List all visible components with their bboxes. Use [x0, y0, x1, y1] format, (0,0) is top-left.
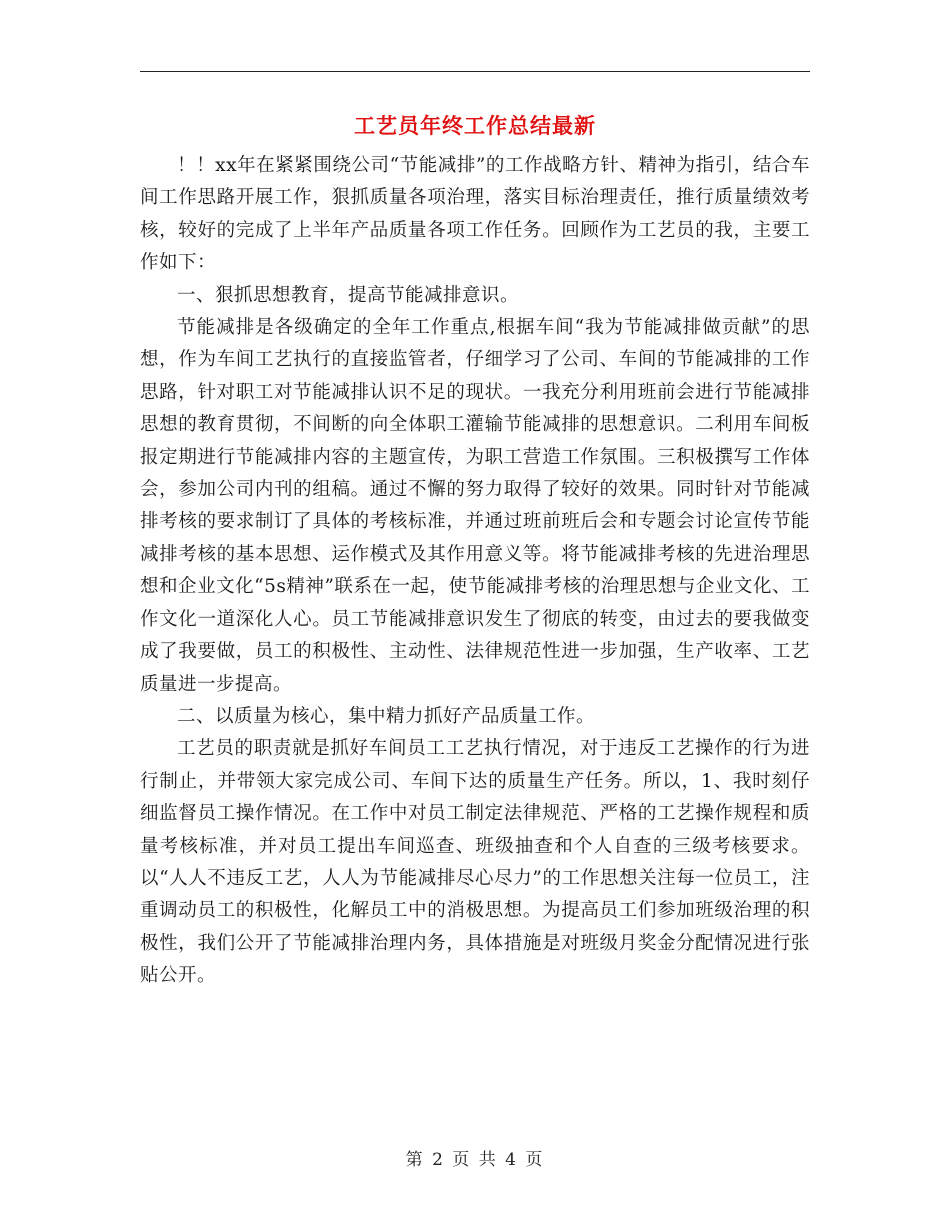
paragraph-intro: ！！xx年在紧紧围绕公司“节能减排”的工作战略方针、精神为指引，结合车间工作思路开展工作，狠抓质量各项治理，落实目标治理责任，推行质量绩效考核，较好的完成了上半年产品质量各项工作任务。回顾作为工艺员的我，主要工作如下：	[140, 155, 810, 274]
document-title: 工艺员年终工作总结最新	[354, 114, 596, 138]
paragraph-section-2: 工艺员的职责就是抓好车间员工工艺执行情况，对于违反工艺操作的行为进行制止，并带领大家完成公司、车间下达的质量生产任务。所以，1、我时刻仔细监督员工操作情况。在工作中对员工制定法律规范、严格的工艺操作规程和质量考核标准，并对员工提出车间巡查、班级抽查和个人自查的三级考核要求。以“人人不违反工艺，人人为节能减排尽心尽力”的工作思想关注每一位员工，注重调动员工的积极性，化解员工中的消极思想。为提高员工们参加班级治理的积极性，我们公开了节能减排治理内务，具体措施是对班级月奖金分配情况进行张贴公开。	[140, 738, 810, 987]
page-number-footer: 第 2 页 共 4 页	[405, 1150, 545, 1170]
paragraph-section-1: 节能减排是各级确定的全年工作重点,根据车间“我为节能减排做贡献”的思想，作为车间工艺执行的直接监管者，仔细学习了公司、车间的节能减排的工作思路，针对职工对节能减排认识不足的现状。一我充分利用班前会进行节能减排思想的教育贯彻，不间断的向全体职工灌输节能减排的思想意识。二利用车间板报定期进行节能减排内容的主题宣传，为职工营造工作氛围。三积极撰写工作体会，参加公司内刊的组稿。通过不懈的努力取得了较好的效果。同时针对节能减排考核的要求制订了具体的考核标准，并通过班前班后会和专题会讨论宣传节能减排考核的基本思想、运作模式及其作用意义等。将节能减排考核的先进治理思想和企业文化“5s精神”联系在一起，使节能减排考核的治理思想与企业文化、工作文化一道深化人心。员工节能减排意识发生了彻底的转变，由过去的要我做变成了我要做，员工的积极性、主动性、法律规范性进一步加强，生产收率、工艺质量进一步提高。	[140, 317, 810, 695]
section-heading-1: 一、狠抓思想教育，提高节能减排意识。	[177, 284, 520, 306]
header-rule	[140, 71, 810, 72]
document-body	[140, 150, 810, 993]
section-heading-2: 二、以质量为核心，集中精力抓好产品质量工作。	[177, 705, 596, 727]
